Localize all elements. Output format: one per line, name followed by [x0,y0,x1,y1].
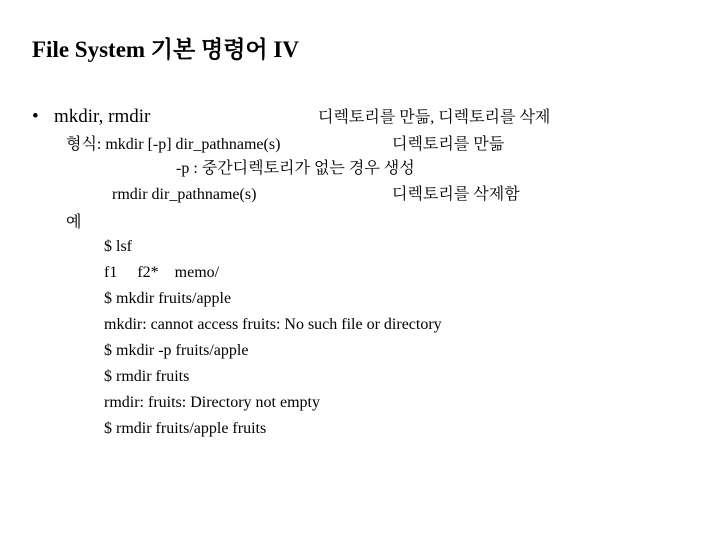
example-line: $ rmdir fruits [104,368,190,385]
syntax-label: 형식: mkdir [-p] dir_pathname(s) [66,136,281,153]
bullet-item [32,104,150,130]
syntax-description: 디렉토리를 만듦 [392,136,505,153]
example-line: mkdir: cannot access fruits: No such file or directory [104,316,442,333]
example-line: $ rmdir fruits/apple fruits [104,420,267,437]
example-label: 예 [66,214,82,231]
syntax-rmdir-description: 디렉토리를 삭제함 [392,186,520,203]
example-line: f1 f2* memo/ [104,264,220,281]
syntax-rmdir: rmdir dir_pathname(s) [112,186,257,203]
example-line: $ lsf [104,238,132,255]
bullet-icon: • [32,106,39,127]
bullet-command: mkdir, rmdir [54,106,151,127]
bullet-description: 디렉토리를 만듦, 디렉토리를 삭제 [318,109,551,126]
syntax-option: -p : 중간디렉토리가 없는 경우 생성 [176,160,415,177]
example-line: $ mkdir fruits/apple [104,290,232,307]
slide-title: File System 기본 명령어 IV [32,37,299,62]
example-line: $ mkdir -p fruits/apple [104,342,249,359]
example-line: rmdir: fruits: Directory not empty [104,394,320,411]
